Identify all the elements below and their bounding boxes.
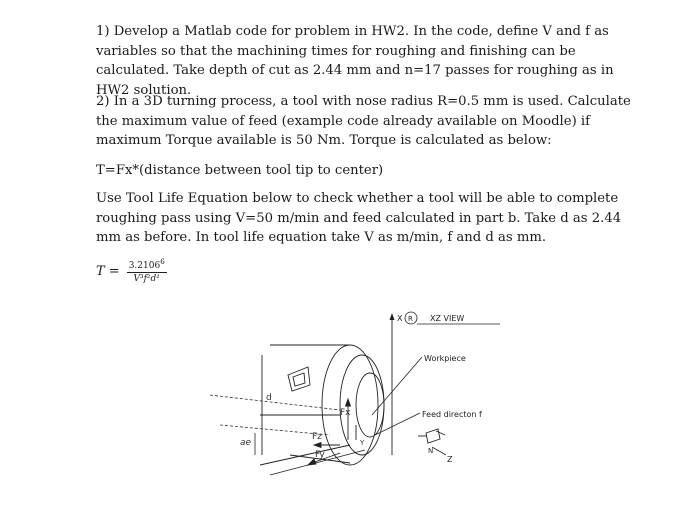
- workpiece-label: Workpiece: [424, 354, 466, 363]
- equation-denominator: V³f²d¹: [133, 274, 160, 284]
- ae-label: ae: [240, 438, 252, 448]
- equation-fraction: [127, 258, 167, 284]
- turning-process-figure: [200, 305, 520, 480]
- workpiece-cylinder: [260, 345, 384, 465]
- fx-label: Fx: [340, 408, 351, 418]
- fy-label: Fy: [315, 450, 325, 460]
- dashed-path: [210, 395, 340, 410]
- equation-lhs: T =: [96, 263, 120, 279]
- z-axis-label: Z: [447, 455, 453, 464]
- tool-life-instructions: Use Tool Life Equation below to check whether a tool will be able to complete roughing pass using V=50 m/min and feed calculated in part b. Take d as 2.44 mm as before. In tool life equation take V as m/min, f and d as mm.: [96, 191, 622, 245]
- fz-label: Fz: [312, 432, 322, 442]
- problem-2-text: 2) In a 3D turning process, a tool with nose radius R=0.5 mm is used. Calculate the maximum value of feed (example code already available on Moodle) if maximum Torque available is 50 Nm. Torque is calculated as below:: [96, 94, 631, 148]
- torque-formula: T=Fx*(distance between tool tip to center): [96, 163, 384, 178]
- problem-1-text: 1) Develop a Matlab code for problem in HW2. In the code, define V and f as variables so that the machining times for roughing and finishing can be calculated. Take depth of cut as 2.44 mm and n=17 passes for roughing as in HW2 solution.: [96, 24, 614, 98]
- n-label: N: [428, 447, 434, 455]
- workpiece-leader: [372, 357, 422, 415]
- view-label: XZ VIEW: [430, 314, 465, 323]
- r-label: R: [408, 315, 413, 323]
- tool-sketch-right: [418, 429, 445, 443]
- y-label: Y: [360, 439, 365, 447]
- x-axis-arrow: [390, 313, 395, 455]
- tool-insert: [260, 367, 365, 475]
- tool-life-equation: [96, 258, 167, 284]
- z-axis-line: [432, 447, 446, 455]
- d-label: d: [266, 393, 272, 403]
- equation-numerator: 3.2106$^6$: [128, 258, 165, 271]
- x-axis-label: X: [397, 314, 403, 323]
- feed-label: Feed directon f: [422, 410, 482, 419]
